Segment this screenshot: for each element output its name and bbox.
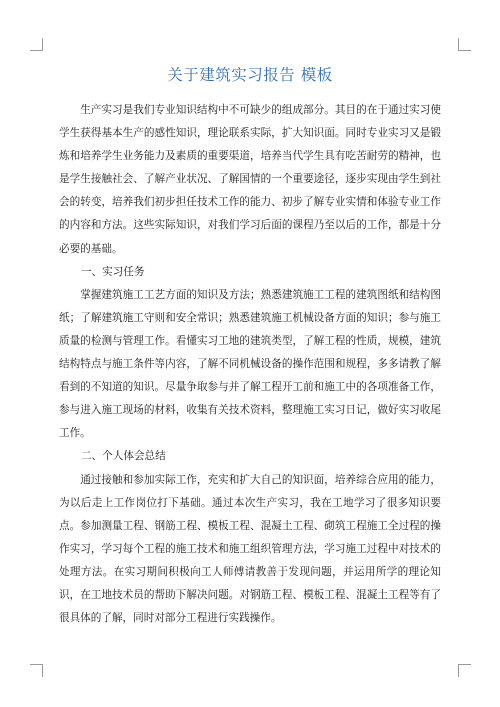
intro-paragraph: 生产实习是我们专业知识结构中不可缺少的组成部分。其目的在于通过实习使学生获得基本生产的感性知识，理论联系实际，扩大知识面。同时专业实习又是锻炼和培养学生业务能力及素质的重要渠道，培养当代学生具有吃苦耐劳的精神，也是学生接触社会、了解产业状况、了解国情的一个重要途径，逐步实现由学生到社会的转变，培养我们初步担任技术工作的能力、初步了解专业实情和体验专业工作的内容和方法。这些实际知识，对我们学习后面的课程乃至以后的工作，都是十分必要的基础。 xyxy=(59,104,441,255)
crop-mark-bottom-right xyxy=(458,664,471,677)
tasks-paragraph: 掌握建筑施工工艺方面的知识及方法；熟悉建筑施工工程的建筑图纸和结构图纸；了解建筑施工守则和安全常识；熟悉建筑施工机械设备方面的知识；参与施工质量的检测与管理工作。看懂实习工地的建筑类型，了解工程的性质，规模，建筑结构特点与施工条件等内容，了解不同机械设备的操作范围和规程，多多请教了解看到的不知道的知识。尽量争取参与并了解工程开工前和施工中的各项准备工作，参与进入施工现场的材料，收集有关技术资料，整理施工实习日记，做好实习收尾工作。 xyxy=(59,288,441,440)
document-title: 关于建筑实习报告 模板 xyxy=(167,66,333,84)
summary-paragraph: 通过接触和参加实际工作，充实和扩大自己的知识面，培养综合应用的能力，为以后走上工作岗位打下基础。通过本次生产实习，我在工地学习了很多知识要点。参加测量工程、钢筋工程、模板工程、混凝土工程、砌筑工程施工全过程的操作实习，学习每个工程的施工技术和施工组织管理方法，学习施工过程中对技术的处理方法。在实习期间积极向工人师傅请教善于发现问题，并运用所学的理论知识，在工地技术员的帮助下解决问题。对钢筋工程、模板工程、混凝土工程等有了很具体的了解，同时对部分工程进行实践操作。 xyxy=(59,473,441,625)
section-heading-summary: 二、个人体会总结 xyxy=(81,450,166,463)
crop-mark-top-left xyxy=(30,38,43,51)
document-body xyxy=(59,99,441,630)
crop-mark-top-right xyxy=(458,38,471,51)
crop-mark-bottom-left xyxy=(30,664,43,677)
section-heading-tasks: 一、实习任务 xyxy=(81,265,145,278)
